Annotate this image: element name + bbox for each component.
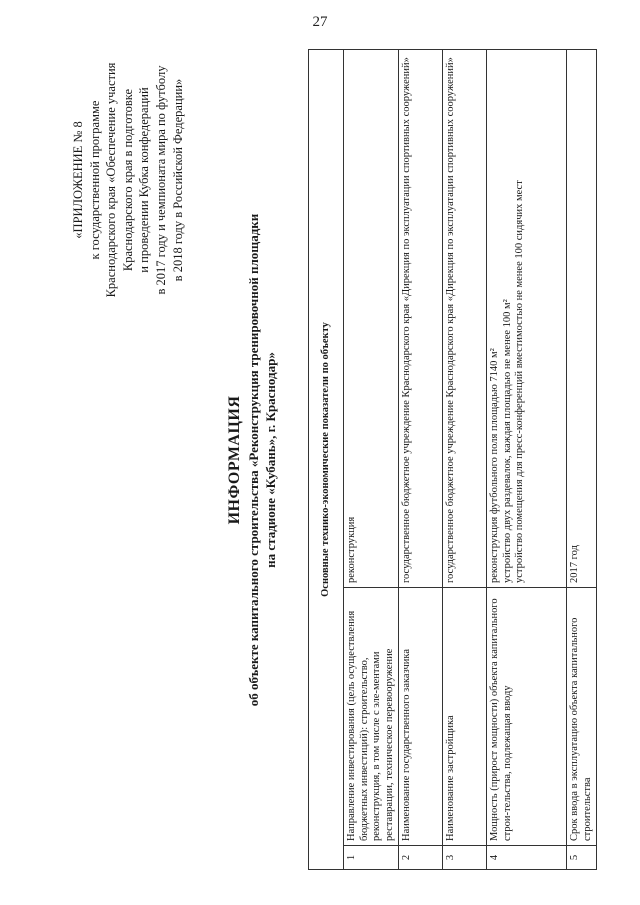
table-row [399,50,443,870]
row-number: 4 [487,846,567,870]
row-value: реконструкция [344,50,399,588]
indicators-table [308,49,597,870]
appendix-line: и проведении Кубка конфедераций [137,87,152,273]
appendix-line: в 2018 году в Российской Федерации» [170,78,185,282]
row-label: Направление инвестирования (цель осуществления бюджетных инвестиций): строительство, реконструкция, в том числе с эле-ментами реставрации, техническое перевооружение [344,588,399,846]
row-number: 1 [344,846,399,870]
value-line: устройство помещения для пресс-конференций вместимостью не менее 100 сидячих мест [514,180,525,583]
row-number: 3 [443,846,487,870]
row-value [487,50,567,588]
row-value: государственное бюджетное учреждение Краснодарского края «Дирекция по эксплуатации спортивных сооружений» [399,50,443,588]
appendix-block [70,50,186,310]
row-label: Наименование государственного заказчика [399,588,443,846]
appendix-line: «ПРИЛОЖЕНИЕ № 8 [71,121,85,239]
heading-title: ИНФОРМАЦИЯ [226,395,243,525]
table-row [487,50,567,870]
value-line: реконструкция футбольного поля площадью 7140 м² [489,348,500,583]
appendix-line: Краснодарского края «Обеспечение участия [104,62,119,298]
row-label: Мощность (прирост мощности) объекта капитального строи-тельства, подлежащая вводу [487,588,567,846]
document-heading [225,90,279,830]
table-row [567,50,597,870]
section-title: Основные технико-экономические показатели по объекту [309,50,344,870]
value-line: устройство двух раздевалок, каждая площадью не менее 100 м² [501,299,513,583]
row-value: государственное бюджетное учреждение Краснодарского края «Дирекция по эксплуатации спортивных сооружений» [443,50,487,588]
row-value: 2017 год [567,50,597,588]
heading-subtitle-line: на стадионе «Кубань», г. Краснодар» [263,352,278,568]
table-row [443,50,487,870]
row-label: Срок ввода в эксплуатацию объекта капитального строительства [567,588,597,846]
row-number: 5 [567,846,597,870]
table-row [344,50,399,870]
table-section-row [309,50,344,870]
heading-subtitle-line: об объекте капитального строительства «Реконструкция тренировочной площадки [246,213,261,707]
page-number: 27 [312,14,328,30]
row-number: 2 [399,846,443,870]
row-label: Наименование застройщика [443,588,487,846]
appendix-line: Краснодарского края в подготовке [120,88,135,272]
rotated-page-content [70,50,593,870]
appendix-line: к государственной программе [87,100,102,260]
appendix-line: в 2017 году и чемпионата мира по футболу [153,65,168,295]
